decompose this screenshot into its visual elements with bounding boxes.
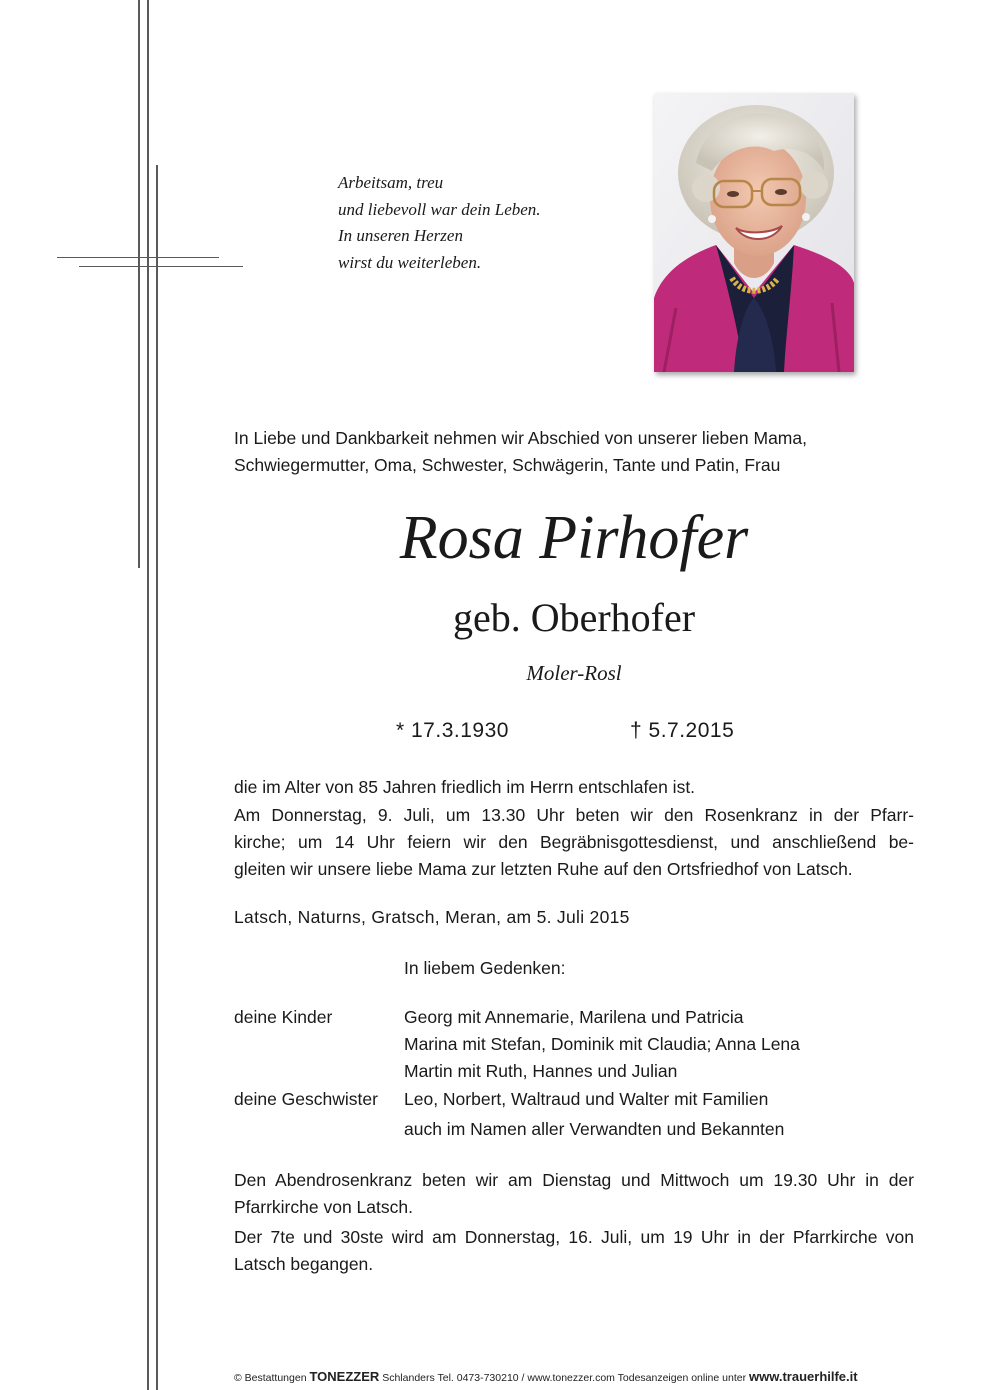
nickname: Moler-Rosl — [526, 661, 622, 685]
children-line: Georg mit Annemarie, Marilena und Patricia — [404, 1007, 744, 1027]
intro-line: Schwiegermutter, Oma, Schwester, Schwägerin, Tante und Patin, Frau — [234, 455, 781, 475]
footer-details: Schlanders Tel. 0473-730210 / www.tonezzer.com Todesanzeigen online unter — [382, 1372, 747, 1384]
rosary-line: Den Abendrosenkranz beten wir am Dienstag und Mittwoch um 19.30 Uhr in der — [234, 1170, 914, 1190]
memorial-paragraph — [234, 1224, 914, 1278]
memorial-line: Latsch begangen. — [234, 1254, 374, 1274]
siblings-label: deine Geschwister — [234, 1089, 378, 1109]
birth-date: * 17.3.1930 — [396, 719, 509, 742]
motto-line: Arbeitsam, treu — [338, 173, 444, 192]
place-date — [234, 904, 914, 931]
motto-verse — [338, 170, 541, 276]
relatives-line: auch im Namen aller Verwandten und Bekannten — [404, 1119, 785, 1139]
children-line: Marina mit Stefan, Dominik mit Claudia; Anna Lena — [404, 1034, 800, 1054]
motto-line: und liebevoll war dein Leben. — [338, 199, 541, 219]
age-paragraph — [234, 774, 914, 801]
children-line: Martin mit Ruth, Hannes und Julian — [404, 1061, 678, 1081]
intro-line: In Liebe und Dankbarkeit nehmen wir Abschied von unserer lieben Mama, — [234, 428, 807, 448]
children-list — [404, 1004, 800, 1085]
maiden-name: geb. Oberhofer — [452, 595, 696, 640]
deceased-name: Rosa Pirhofer — [399, 504, 749, 572]
age-line: die im Alter von 85 Jahren friedlich im Herrn entschlafen ist. — [234, 777, 696, 797]
footer-prefix: © Bestattungen — [234, 1372, 307, 1384]
in-memory-heading: In liebem Gedenken: — [404, 958, 566, 978]
footer-credit — [234, 1370, 858, 1385]
intro-paragraph — [234, 425, 914, 479]
cross-horizontal-line-1 — [57, 257, 219, 258]
funeral-line: gleiten wir unsere liebe Mama zur letzten Ruhe auf den Ortsfriedhof von Latsch. — [234, 859, 853, 879]
footer-brand: TONEZZER — [309, 1369, 380, 1384]
motto-line: In unseren Herzen — [338, 226, 463, 245]
place-date-line: Latsch, Naturns, Gratsch, Meran, am 5. Juli 2015 — [234, 907, 630, 927]
funeral-paragraph — [234, 802, 914, 883]
memorial-line: Der 7te und 30ste wird am Donnerstag, 16. Juli, um 19 Uhr in der Pfarrkirche von — [234, 1227, 914, 1247]
portrait-illustration — [654, 93, 854, 372]
funeral-line: Am Donnerstag, 9. Juli, um 13.30 Uhr beten wir den Rosenkranz in der Pfarr- — [234, 805, 914, 825]
cross-horizontal-line-2 — [79, 266, 243, 267]
rosary-line: Pfarrkirche von Latsch. — [234, 1197, 413, 1217]
left-vertical-line-1 — [138, 0, 140, 568]
death-date: † 5.7.2015 — [630, 719, 735, 742]
portrait-photo — [654, 93, 854, 372]
children-label: deine Kinder — [234, 1007, 333, 1027]
rosary-paragraph — [234, 1167, 914, 1221]
left-vertical-line-3 — [156, 165, 158, 1390]
motto-line: wirst du weiterleben. — [338, 252, 482, 272]
footer-website[interactable]: www.trauerhilfe.it — [749, 1369, 858, 1384]
siblings-list: Leo, Norbert, Waltraud und Walter mit Familien — [404, 1089, 769, 1109]
funeral-line: kirche; um 14 Uhr feiern wir den Begräbnisgottesdienst, und anschließend be- — [234, 832, 914, 852]
left-vertical-line-2 — [147, 0, 149, 1390]
